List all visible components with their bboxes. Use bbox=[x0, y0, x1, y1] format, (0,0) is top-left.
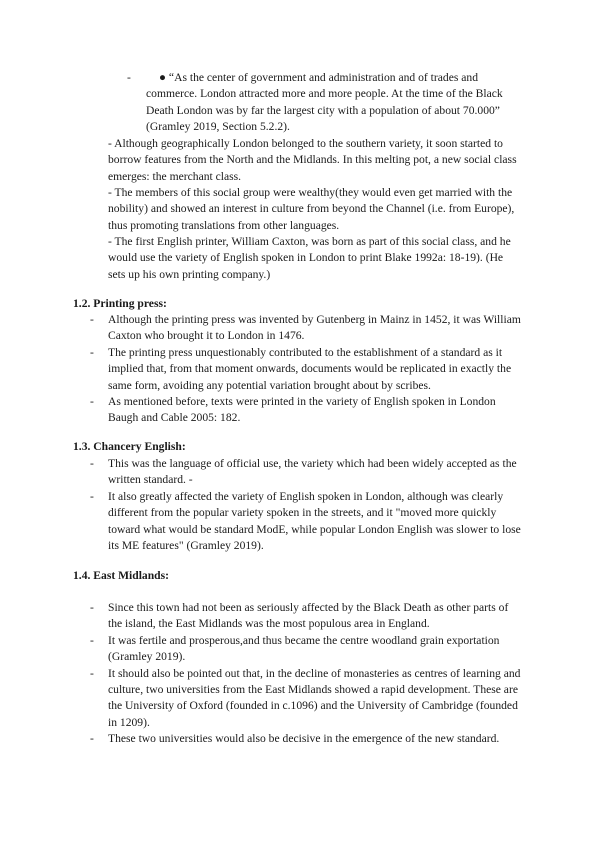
section-heading-chancery-english: 1.3. Chancery English: bbox=[73, 440, 186, 453]
list-item: - It was fertile and prosperous,and thus became the centre woodland grain exportation (Gramley 2019). bbox=[90, 633, 500, 664]
paragraph-merchant-class: - The members of this social group were wealthy(they would even get married with the nobility) and showed an interest in culture from beyond the Channel (i.e. from Europe), thus promoting translations from other languages. bbox=[108, 186, 515, 232]
list-dash: - bbox=[90, 457, 94, 470]
section-heading-east-midlands: 1.4. East Midlands: bbox=[73, 569, 169, 582]
east-midlands-list bbox=[73, 600, 523, 748]
list-dash: - bbox=[90, 666, 94, 680]
list-dash: - bbox=[90, 732, 94, 746]
list-dash: - bbox=[127, 71, 131, 84]
list-dash: - bbox=[90, 313, 94, 326]
list-dash: - bbox=[90, 345, 94, 359]
list-dash: - bbox=[90, 489, 94, 503]
quoted-bullet-text bbox=[146, 70, 520, 136]
printing-press-list bbox=[73, 312, 523, 427]
list-item: - It should also be pointed out that, in the decline of monasteries as centres of learning and culture, two universities from the East Midlands showed a rapid development. These are the University of Oxford (founded in c.1096) and the University of Cambridge (founded in 1209). bbox=[90, 666, 521, 729]
list-dash: - bbox=[90, 395, 94, 409]
list-item: - Since this town had not been as seriously affected by the Black Death as other parts of the island, the East Midlands was the most populous area in England. bbox=[90, 601, 509, 631]
list-item: - These two universities would also be decisive in the emergence of the new standard. bbox=[73, 731, 523, 747]
quote-body: “As the center of government and administration and of trades and commerce. London attracted more and more people. At the time of the Black Death London was by far the largest city with a population of about 70.000” (Gramley 2019, Section 5.2.2). bbox=[146, 71, 503, 134]
list-dash: - bbox=[90, 633, 94, 647]
bullet-icon: ● bbox=[159, 71, 167, 84]
list-dash: - bbox=[90, 601, 94, 614]
paragraph-caxton: - The first English printer, William Caxton, was born as part of this social class, and he would use the variety of English spoken in London to print Blake 1992a: 18-19). (He sets up his own printing company.) bbox=[108, 235, 511, 281]
paragraph-london-southern: - Although geographically London belonged to the southern variety, it soon started to borrow features from the North and the Midlands. In this melting pot, a new social class emerges: the merchant class. bbox=[108, 137, 517, 183]
section-heading-printing-press: 1.2. Printing press: bbox=[73, 297, 167, 310]
chancery-english-list bbox=[73, 456, 523, 554]
list-item: - This was the language of official use, the variety which had been widely accepted as the written standard. - bbox=[90, 457, 517, 487]
list-item: - It also greatly affected the variety of English spoken in London, although was clearly different from the popular variety spoken in the streets, and it "moved more quickly toward what would be standard ModE, while popular London English was slower to lose its ME features" (Gramley 2019). bbox=[90, 489, 521, 553]
list-item: - Although the printing press was invented by Gutenberg in Mainz in 1452, it was William Caxton who brought it to London in 1476. bbox=[90, 313, 521, 343]
list-item: - As mentioned before, texts were printed in the variety of English spoken in London Baugh and Cable 2005: 182. bbox=[90, 395, 496, 425]
list-item: - The printing press unquestionably contributed to the establishment of a standard as it implied that, from that moment onwards, documents would be replicated in exactly the same form, avoiding any potential variation brought about by scribes. bbox=[90, 345, 512, 392]
